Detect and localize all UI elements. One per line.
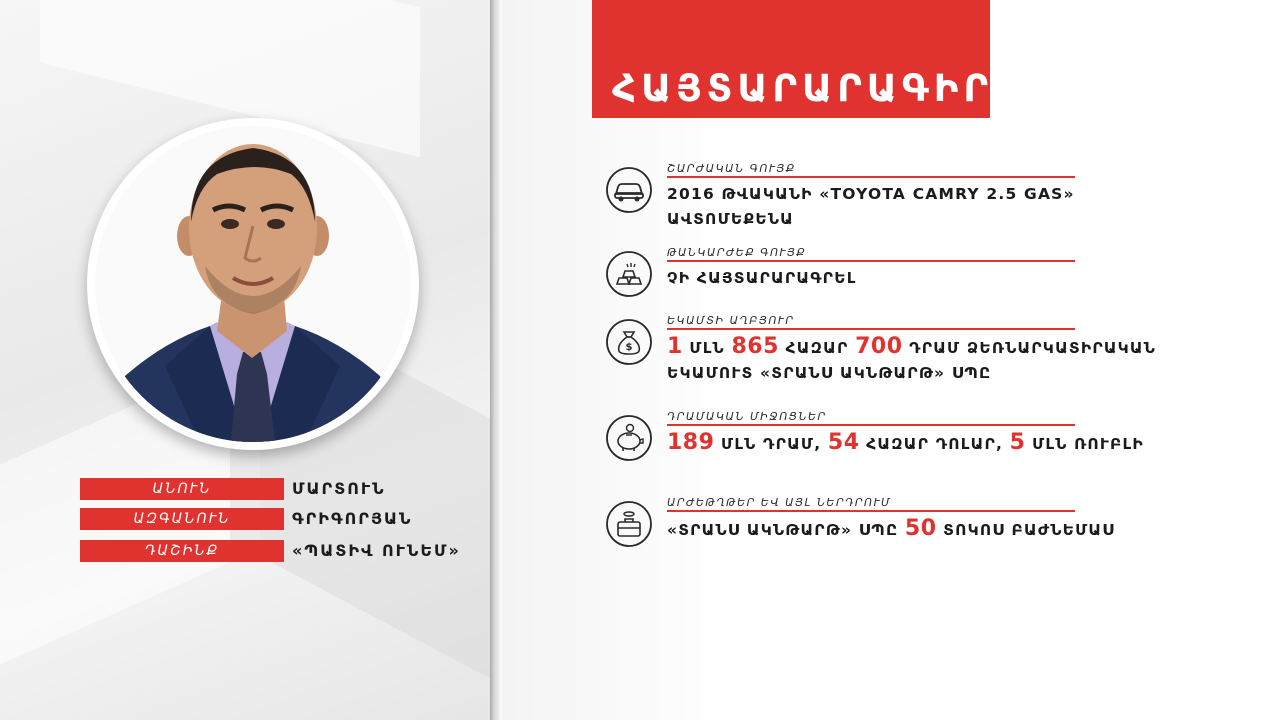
name-label: ԱՆՈՒՆ <box>80 478 284 500</box>
securities-icon <box>605 500 653 548</box>
item-text <box>667 266 857 291</box>
item-underline <box>667 176 1075 178</box>
item-label: ԱՐԺԵԹՂԹԵՐ ԵՎ ԱՅԼ ՆԵՐԴՐՈՒՄ <box>667 496 892 509</box>
amount-unit: ՀԱԶԱՐ <box>785 339 849 357</box>
page-divider <box>490 0 502 720</box>
item-line-1 <box>667 334 1156 361</box>
portrait-frame <box>87 118 419 450</box>
item-label: ԵԿԱՄՏԻ ԱՂԲՅՈՒՐ <box>667 314 795 327</box>
amount-number: 5 <box>1009 430 1026 455</box>
item-text <box>667 334 1156 386</box>
item-text <box>667 430 1144 457</box>
item-text <box>667 516 1115 543</box>
money-bag-icon <box>605 318 653 366</box>
item-label: ՇԱՐԺԱԿԱՆ ԳՈՒՅՔ <box>667 162 796 175</box>
amount-unit: ՄԼՆ <box>689 339 725 357</box>
name-value: ՄԱՐՏՈՒՆ <box>292 479 386 498</box>
item-label: ԴՐԱՄԱԿԱՆ ՄԻՋՈՑՆԵՐ <box>667 410 827 423</box>
amount-unit: ՏՈԿՈՍ ԲԱԺՆԵՄԱՍ <box>943 521 1115 539</box>
page-title: ՀԱՅՏԱՐԱՐԱԳԻՐ <box>612 67 994 110</box>
amount-number: 1 <box>667 334 683 359</box>
item-line-1 <box>667 516 1115 543</box>
amount-unit: ՀԱԶԱՐ ԴՈԼԱՐ, <box>866 435 1004 453</box>
amount-number: 54 <box>827 430 860 455</box>
item-underline <box>667 424 1075 426</box>
item-line-2: ԵԿԱՄՈՒՏ «ՏՐԱՆՍ ԱԿՆԹԱՐԹ» ՍՊԸ <box>667 364 992 382</box>
piggy-bank-icon <box>605 414 653 462</box>
svg-text:$: $ <box>625 342 633 353</box>
car-icon <box>605 166 653 214</box>
surname-label: ԱԶԳԱՆՈՒՆ <box>80 508 284 530</box>
amount-number: 50 <box>904 516 937 541</box>
item-text <box>667 182 1075 232</box>
gold-bars-icon <box>605 250 653 298</box>
item-line-1: 2016 ԹՎԱԿԱՆԻ «TOYOTA CAMRY 2.5 GAS» <box>667 185 1075 203</box>
amount-number: 865 <box>731 334 779 359</box>
item-line-2: ԱՎՏՈՄԵՔԵՆԱ <box>667 210 794 228</box>
portrait-photo <box>95 126 411 442</box>
amount-number: 700 <box>855 334 903 359</box>
amount-unit: ՄԼՆ ՌՈՒԲԼԻ <box>1032 435 1144 453</box>
surname-value: ԳՐԻԳՈՐՅԱՆ <box>292 509 413 528</box>
amount-unit: ԴՐԱՄ ՁԵՌՆԱՐԿԱՏԻՐԱԿԱՆ <box>909 339 1157 357</box>
left-panel <box>0 0 490 720</box>
item-underline <box>667 328 1075 330</box>
company-name: «ՏՐԱՆՍ ԱԿՆԹԱՐԹ» ՍՊԸ <box>667 521 899 539</box>
amount-unit: ՄԼՆ ԴՐԱՄ, <box>721 435 822 453</box>
party-label: ԴԱՇԻՆՔ <box>80 540 284 562</box>
item-label: ԹԱՆԿԱՐԺԵՔ ԳՈՒՅՔ <box>667 246 807 259</box>
party-value: «ՊԱՏԻՎ ՈՒՆԵՄ» <box>292 541 461 560</box>
item-underline <box>667 510 1075 512</box>
item-line-1: ՉԻ ՀԱՅՏԱՐԱՐԱԳՐԵԼ <box>667 269 857 287</box>
amount-number: 189 <box>667 430 715 455</box>
item-underline <box>667 260 1075 262</box>
item-line-1 <box>667 430 1144 457</box>
